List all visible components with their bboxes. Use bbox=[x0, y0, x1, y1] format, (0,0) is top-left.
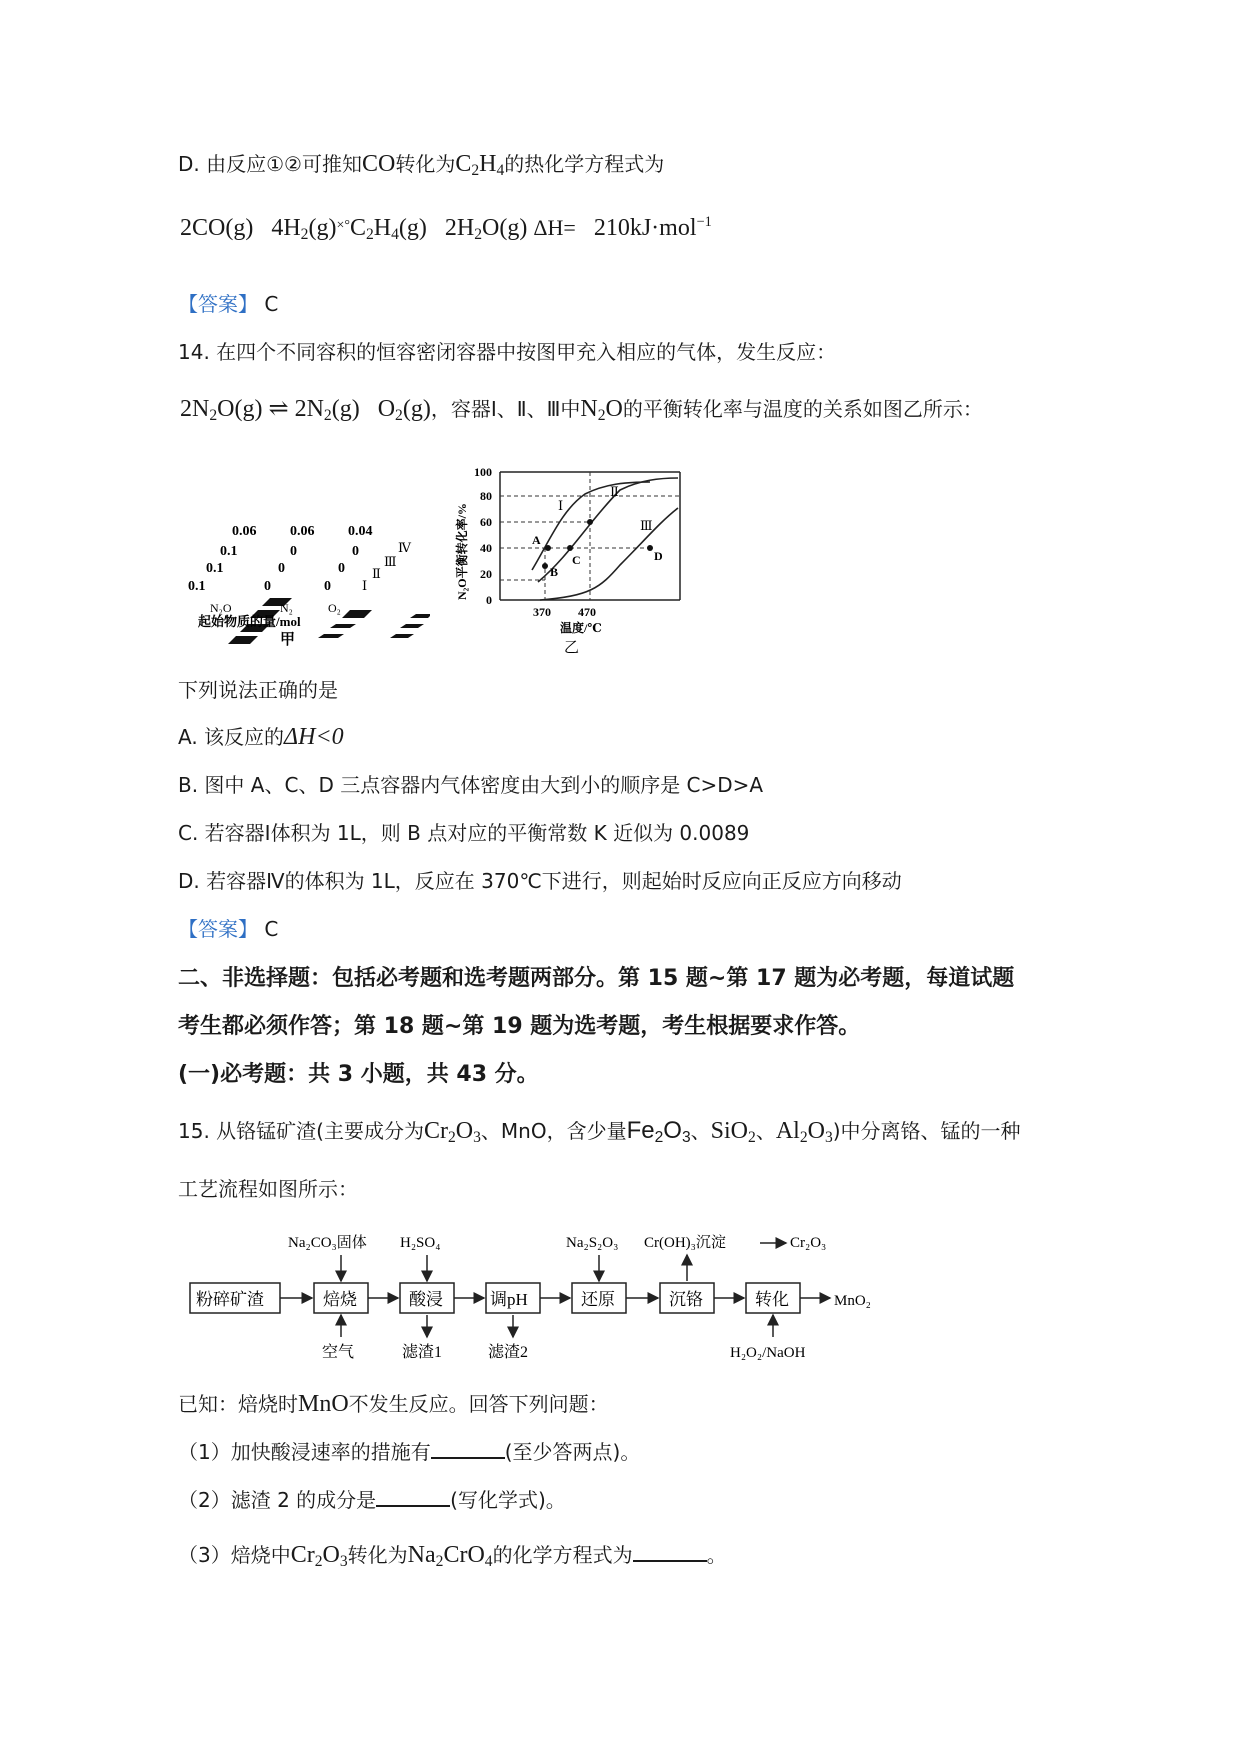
formula-co: CO bbox=[361, 151, 396, 177]
yi-point-label: D bbox=[654, 549, 663, 563]
answer-blank[interactable] bbox=[376, 1485, 450, 1507]
q14-option-c: C. 若容器Ⅰ体积为 1L，则 B 点对应的平衡常数 K 近似为 0.0089 bbox=[178, 821, 750, 845]
answer-blank[interactable] bbox=[431, 1437, 505, 1459]
jia-value: 0 bbox=[324, 579, 331, 594]
flow-bottom-label: 滤渣2 bbox=[488, 1344, 529, 1361]
process-flowchart bbox=[188, 1225, 888, 1365]
option-text: 的热化学方程式为 bbox=[504, 152, 665, 176]
q14-answer: 【答案】 C bbox=[178, 917, 279, 941]
q15-known: 已知：焙烧时MnO不发生反应。回答下列问题： bbox=[178, 1391, 609, 1417]
yi-point-label: A bbox=[532, 533, 541, 547]
figure-jia bbox=[180, 520, 430, 650]
flow-box-label: 酸浸 bbox=[409, 1290, 443, 1309]
yi-ytick: 0 bbox=[486, 593, 492, 607]
jia-value: 0 bbox=[264, 579, 271, 594]
q14-stem: 14. 在四个不同容积的恒容密闭容器中按图甲充入相应的气体，发生反应： bbox=[178, 340, 837, 364]
jia-roman: Ⅰ bbox=[362, 578, 368, 593]
flow-input-label: Na₂S₂O₃ bbox=[566, 1235, 619, 1251]
flow-box-label: 沉铬 bbox=[669, 1290, 703, 1309]
q15-stem: 15. 从铬锰矿渣(主要成分为$Cr_2O_3$、MnO，含少量$Fe_2O_3$、SiO$_2$、$Al_2O_3$)中分离铬、锰的一种 bbox=[178, 1117, 1021, 1146]
q14-option-d: D. 若容器Ⅳ的体积为 1L，反应在 370℃下进行，则起始时反应向正反应方向移动 bbox=[178, 869, 902, 893]
flow-input-label: H₂SO₄ bbox=[400, 1235, 441, 1251]
jia-species: N₂O bbox=[210, 601, 232, 615]
jia-value: 0.04 bbox=[348, 524, 373, 539]
q15-stem-line2: 工艺流程如图所示： bbox=[178, 1177, 358, 1201]
thermo-equation: 2CO(g) $4H_2(g)^{\times^\circ}C_2H_4(g)$ $2H_2O(g)$ ΔH= 210kJ·mol$^{-1}$ bbox=[180, 214, 712, 243]
yi-ytick: 80 bbox=[480, 489, 492, 503]
formula-c2h4: $C_2H_4$ bbox=[455, 151, 505, 179]
answer-blank[interactable] bbox=[633, 1540, 707, 1562]
figure-yi bbox=[450, 460, 690, 660]
jia-caption: 甲 bbox=[280, 632, 296, 648]
flow-box-label: 焙烧 bbox=[323, 1290, 357, 1309]
yi-ytick: 20 bbox=[480, 567, 492, 581]
flow-input-label: Cr(OH)₃沉淀 bbox=[644, 1235, 726, 1251]
q14-reaction-line: $2N_2O(g)$ ⇌ $2N_2(g)$ $O_2(g)$，容器Ⅰ、Ⅱ、Ⅲ中$N_2O$的平衡转化率与温度的关系如图乙所示： bbox=[180, 396, 983, 424]
jia-value: 0.1 bbox=[188, 579, 206, 594]
option-text: 转化为 bbox=[395, 152, 456, 176]
yi-point-label: C bbox=[572, 553, 581, 567]
yi-ylabel: N₂O平衡转化率/% bbox=[455, 503, 469, 600]
q14-option-a: A. 该反应的ΔH<0 bbox=[178, 724, 344, 750]
yi-xlabel: 温度/℃ bbox=[560, 621, 602, 635]
jia-value: 0.1 bbox=[206, 561, 224, 576]
yi-point-label: B bbox=[550, 565, 559, 579]
q13-answer: 【答案】 C bbox=[178, 292, 279, 316]
flow-bottom-label: 滤渣1 bbox=[402, 1344, 443, 1361]
jia-value: 0 bbox=[290, 544, 297, 559]
yi-xtick: 470 bbox=[578, 605, 596, 619]
jia-species: N₂ bbox=[280, 601, 293, 615]
flow-output-label: MnO₂ bbox=[834, 1293, 871, 1309]
yi-curve-label: Ⅲ bbox=[640, 518, 653, 533]
jia-value: 0 bbox=[338, 561, 345, 576]
q13-option-d bbox=[178, 150, 664, 185]
jia-roman: Ⅱ bbox=[372, 566, 381, 581]
yi-xtick: 370 bbox=[533, 605, 551, 619]
q15-sub2: （2）滤渣 2 的成分是 (写化学式)。 bbox=[178, 1485, 566, 1514]
option-letter: D. bbox=[178, 152, 200, 176]
q15-sub1: （1）加快酸浸速率的措施有 (至少答两点)。 bbox=[178, 1437, 640, 1466]
jia-value: 0.1 bbox=[220, 544, 238, 559]
jia-value: 0 bbox=[278, 561, 285, 576]
section-subheading: (一)必考题：共 3 小题，共 43 分。 bbox=[178, 1062, 539, 1087]
flow-input-label: Na₂CO₃固体 bbox=[288, 1235, 367, 1251]
flow-bottom-label: H₂O₂/NaOH bbox=[730, 1345, 806, 1361]
jia-value: 0 bbox=[352, 544, 359, 559]
yi-ytick: 60 bbox=[480, 515, 492, 529]
yi-curve-label: Ⅰ bbox=[558, 498, 564, 513]
yi-ytick: 40 bbox=[480, 541, 492, 555]
yi-caption: 乙 bbox=[564, 640, 580, 656]
flow-box-label: 调pH bbox=[490, 1290, 528, 1309]
flow-input-label: Cr₂O₃ bbox=[790, 1235, 827, 1251]
section-heading: 二、非选择题：包括必考题和选考题两部分。第 15 题~第 17 题为必考题，每道试题 bbox=[178, 966, 1015, 991]
flow-bottom-label: 空气 bbox=[322, 1344, 355, 1361]
q15-sub3: （3）焙烧中$Cr_2O_3$转化为$Na_2CrO_4$的化学方程式为 。 bbox=[178, 1542, 727, 1570]
jia-xlabel: 起始物质的量/mol bbox=[198, 614, 301, 629]
jia-roman: Ⅲ bbox=[384, 554, 397, 569]
option-text: 由反应①②可推知 bbox=[206, 152, 362, 176]
jia-species: O₂ bbox=[328, 601, 341, 615]
jia-value: 0.06 bbox=[290, 524, 315, 539]
section-heading: 考生都必须作答；第 18 题~第 19 题为选考题，考生根据要求作答。 bbox=[178, 1014, 861, 1039]
yi-curve-label: Ⅱ bbox=[610, 484, 619, 499]
jia-roman: Ⅳ bbox=[398, 540, 411, 555]
jia-value: 0.06 bbox=[232, 524, 257, 539]
q14-option-b: B. 图中 A、C、D 三点容器内气体密度由大到小的顺序是 C>D>A bbox=[178, 773, 764, 797]
q14-question: 下列说法正确的是 bbox=[178, 678, 338, 702]
flow-box-label: 粉碎矿渣 bbox=[196, 1290, 264, 1309]
delta-h: ΔH= bbox=[533, 215, 576, 240]
flow-box-label: 转化 bbox=[755, 1290, 789, 1309]
yi-ytick: 100 bbox=[474, 465, 492, 479]
flow-box-label: 还原 bbox=[581, 1290, 615, 1309]
